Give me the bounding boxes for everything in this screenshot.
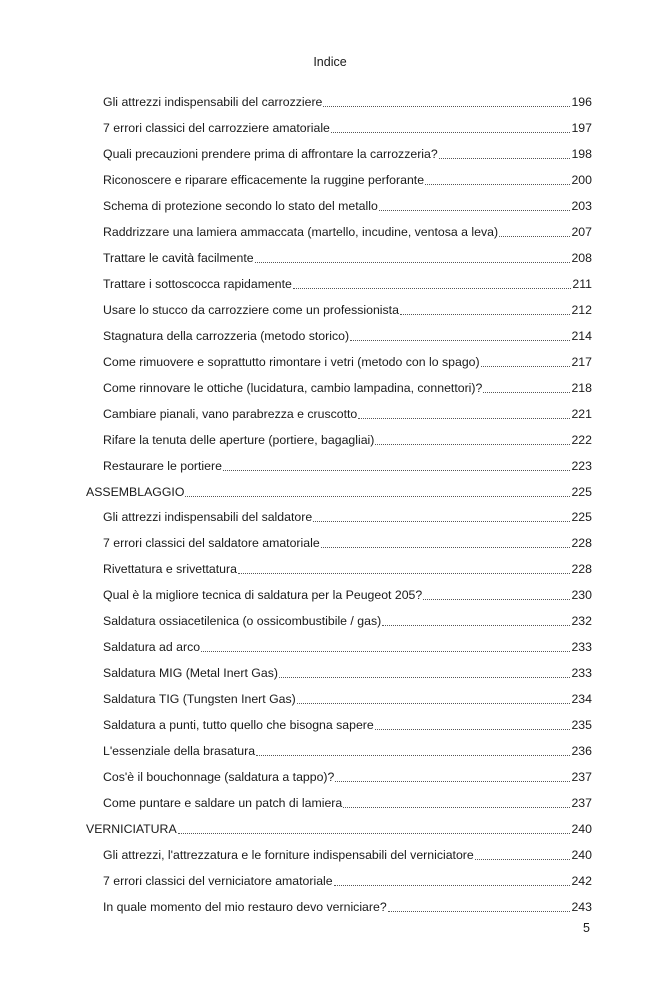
toc-entry-title: Gli attrezzi, l'attrezzatura e le forniture indispensabili del verniciatore — [103, 848, 474, 863]
toc-entry-title: Come puntare e saldare un patch di lamiera — [103, 796, 343, 811]
dot-leader — [238, 573, 571, 574]
toc-entry[interactable] — [86, 551, 592, 577]
toc-entry-title: 7 errori classici del carrozziere amatoriale — [103, 120, 330, 135]
toc-entry[interactable] — [86, 370, 592, 396]
toc-entry-title: Saldatura MIG (Metal Inert Gas) — [103, 666, 278, 681]
toc-entry-title: L'essenziale della brasatura — [103, 744, 256, 759]
dot-leader — [321, 547, 571, 548]
page-header: Indice — [313, 55, 347, 69]
dot-leader — [375, 444, 570, 445]
toc-entry-page: 234 — [571, 692, 592, 707]
toc-entry-page: 196 — [571, 94, 592, 109]
dot-leader — [255, 262, 571, 263]
toc-entry-title: Quali precauzioni prendere prima di affrontare la carrozzeria? — [103, 146, 438, 161]
toc-entry-title: Schema di protezione secondo lo stato del metallo — [103, 198, 378, 213]
toc-entry[interactable] — [86, 318, 592, 344]
dot-leader — [343, 807, 570, 808]
toc-entry-page: 228 — [571, 536, 592, 551]
dot-leader — [382, 625, 570, 626]
toc-entry[interactable] — [86, 162, 592, 188]
toc-entry-page: 235 — [571, 718, 592, 733]
dot-leader — [313, 521, 570, 522]
toc-entry-title: VERNICIATURA — [86, 822, 177, 837]
dot-leader — [358, 418, 570, 419]
toc-entry-title: Saldatura TIG (Tungsten Inert Gas) — [103, 692, 296, 707]
dot-leader — [481, 366, 571, 367]
toc-entry-title: 7 errori classici del verniciatore amatoriale — [103, 874, 333, 889]
toc-entry-title: Raddrizzare una lamiera ammaccata (martello, incudine, ventosa a leva) — [103, 224, 499, 239]
toc-entry[interactable] — [86, 344, 592, 370]
dot-leader — [201, 651, 570, 652]
toc-section-heading[interactable] — [86, 811, 592, 837]
toc-entry[interactable] — [86, 629, 592, 655]
toc-entry-title: Riconoscere e riparare efficacemente la ruggine perforante — [103, 172, 425, 187]
toc-entry-title: Qual è la migliore tecnica di saldatura per la Peugeot 205? — [103, 588, 423, 603]
toc-entry-page: 222 — [571, 432, 592, 447]
dot-leader — [483, 392, 570, 393]
toc-entry[interactable] — [86, 292, 592, 318]
toc-entry-title: Usare lo stucco da carrozziere come un professionista — [103, 302, 399, 317]
toc-entry-page: 207 — [571, 224, 592, 239]
dot-leader — [350, 340, 570, 341]
dot-leader — [185, 496, 570, 497]
table-of-contents — [86, 84, 592, 915]
toc-entry[interactable] — [86, 759, 592, 785]
toc-entry[interactable] — [86, 266, 592, 292]
toc-entry[interactable] — [86, 785, 592, 811]
dot-leader — [388, 911, 571, 912]
toc-entry-title: Gli attrezzi indispensabili del saldatore — [103, 510, 313, 525]
toc-entry-title: Come rimuovere e soprattutto rimontare i vetri (metodo con lo spago) — [103, 354, 480, 369]
dot-leader — [334, 885, 571, 886]
toc-section-heading[interactable] — [86, 474, 592, 500]
toc-entry-page: 225 — [571, 510, 592, 525]
toc-entry-title: Saldatura ad arco — [103, 640, 201, 655]
toc-entry[interactable] — [86, 448, 592, 474]
toc-entry-title: 7 errori classici del saldatore amatoriale — [103, 536, 320, 551]
dot-leader — [331, 132, 571, 133]
toc-entry-title: In quale momento del mio restauro devo verniciare? — [103, 900, 387, 914]
toc-entry[interactable] — [86, 422, 592, 448]
toc-entry[interactable] — [86, 240, 592, 266]
toc-entry-page: 233 — [571, 666, 592, 681]
toc-entry-page: 240 — [571, 848, 592, 863]
toc-entry[interactable] — [86, 603, 592, 629]
dot-leader — [178, 833, 571, 834]
toc-entry-page: 211 — [572, 276, 592, 291]
toc-entry[interactable] — [86, 707, 592, 733]
toc-entry-page: 208 — [571, 250, 592, 265]
toc-entry-page: 228 — [571, 562, 592, 577]
toc-entry-page: 212 — [571, 302, 592, 317]
toc-entry[interactable] — [86, 863, 592, 889]
toc-entry[interactable] — [86, 214, 592, 240]
toc-entry-page: 236 — [571, 744, 592, 759]
dot-leader — [439, 158, 571, 159]
toc-entry-title: Trattare i sottoscocca rapidamente — [103, 276, 292, 291]
dot-leader — [256, 755, 570, 756]
toc-entry-title: Restaurare le portiere — [103, 458, 222, 473]
toc-entry-page: 243 — [571, 900, 592, 914]
dot-leader — [293, 288, 572, 289]
dot-leader — [223, 470, 571, 471]
dot-leader — [499, 236, 570, 237]
toc-entry[interactable] — [86, 655, 592, 681]
dot-leader — [423, 599, 570, 600]
toc-entry-title: Rivettatura e srivettatura — [103, 562, 237, 577]
toc-entry[interactable] — [86, 500, 592, 526]
toc-entry-page: 223 — [571, 458, 592, 473]
toc-entry-page: 237 — [571, 770, 592, 785]
toc-entry[interactable] — [86, 889, 592, 915]
toc-entry-title: Saldatura a punti, tutto quello che bisogna sapere — [103, 718, 374, 733]
toc-entry-page: 233 — [571, 640, 592, 655]
dot-leader — [400, 314, 571, 315]
toc-entry[interactable] — [86, 110, 592, 136]
toc-entry[interactable] — [86, 396, 592, 422]
dot-leader — [379, 210, 571, 211]
dot-leader — [297, 703, 571, 704]
toc-entry-page: 203 — [571, 198, 592, 213]
toc-entry-title: ASSEMBLAGGIO — [86, 484, 185, 499]
toc-entry-page: 218 — [571, 380, 592, 395]
toc-entry-page: 221 — [571, 406, 592, 421]
toc-entry[interactable] — [86, 577, 592, 603]
toc-entry[interactable] — [86, 837, 592, 863]
dot-leader — [323, 106, 570, 107]
toc-entry[interactable] — [86, 681, 592, 707]
dot-leader — [475, 859, 571, 860]
toc-entry-page: 242 — [571, 874, 592, 889]
dot-leader — [425, 184, 570, 185]
toc-entry[interactable] — [86, 733, 592, 759]
toc-entry[interactable] — [86, 136, 592, 162]
toc-entry-page: 225 — [571, 484, 592, 499]
toc-entry-title: Trattare le cavità facilmente — [103, 250, 254, 265]
toc-entry-title: Come rinnovare le ottiche (lucidatura, cambio lampadina, connettori)? — [103, 380, 483, 395]
toc-entry-title: Rifare la tenuta delle aperture (portiere, bagagliai) — [103, 432, 375, 447]
toc-entry[interactable] — [86, 525, 592, 551]
page-number: 5 — [583, 921, 590, 935]
toc-entry-page: 230 — [571, 588, 592, 603]
toc-entry-page: 240 — [571, 822, 592, 837]
toc-entry-title: Saldatura ossiacetilenica (o ossicombustibile / gas) — [103, 614, 382, 629]
toc-entry-title: Cos'è il bouchonnage (saldatura a tappo)? — [103, 770, 335, 785]
dot-leader — [279, 677, 571, 678]
toc-entry-page: 217 — [571, 354, 592, 369]
dot-leader — [375, 729, 571, 730]
toc-entry-page: 232 — [571, 614, 592, 629]
toc-entry-page: 214 — [571, 328, 592, 343]
toc-entry-page: 197 — [571, 120, 592, 135]
toc-entry-title: Stagnatura della carrozzeria (metodo storico) — [103, 328, 350, 343]
toc-entry[interactable] — [86, 84, 592, 110]
toc-entry-page: 200 — [571, 172, 592, 187]
toc-entry[interactable] — [86, 188, 592, 214]
dot-leader — [335, 781, 570, 782]
toc-entry-page: 237 — [571, 796, 592, 811]
toc-entry-title: Cambiare pianali, vano parabrezza e cruscotto — [103, 406, 358, 421]
toc-entry-title: Gli attrezzi indispensabili del carrozziere — [103, 94, 323, 109]
toc-entry-page: 198 — [571, 146, 592, 161]
